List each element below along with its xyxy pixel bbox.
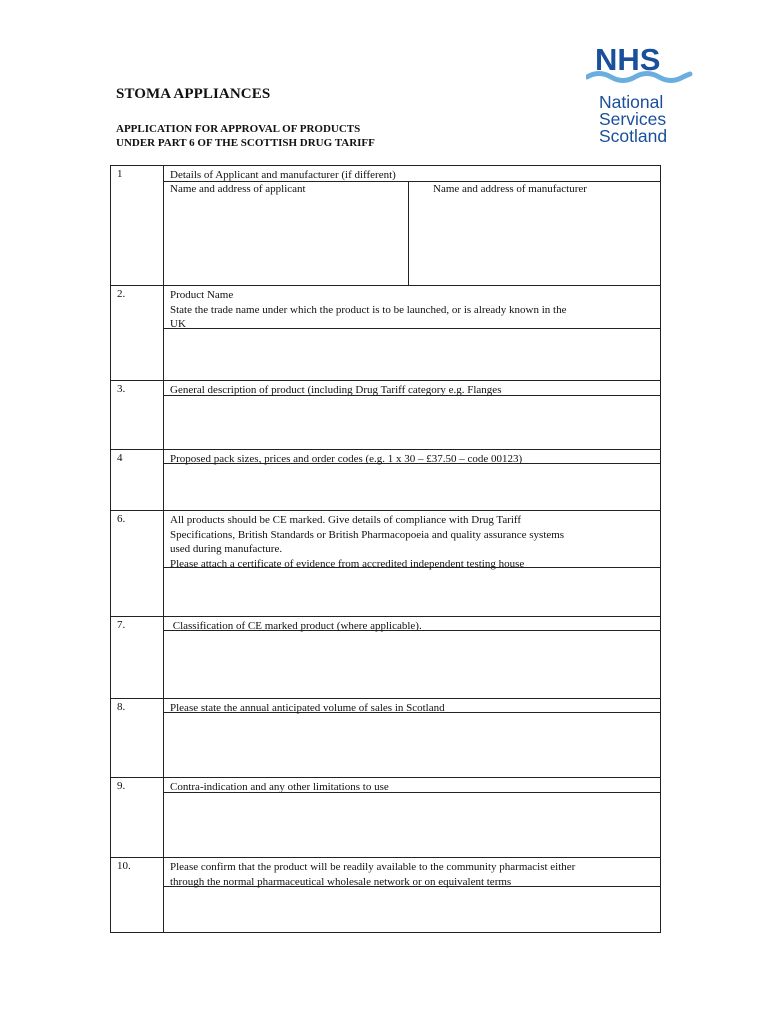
row-number-cell — [111, 511, 164, 616]
manufacturer-label: Name and address of manufacturer — [433, 183, 587, 195]
applicant-answer-field[interactable] — [165, 198, 407, 284]
ce-compliance-answer-field[interactable] — [165, 568, 660, 615]
form-row-4 — [111, 450, 660, 510]
logo-line-national: National — [599, 92, 664, 112]
row-number: 9. — [117, 780, 126, 792]
question-line: through the normal pharmaceutical wholesale network or on equivalent terms — [170, 875, 512, 888]
logo-wave — [587, 74, 690, 81]
pack-sizes-answer-field[interactable] — [165, 464, 660, 509]
question-line: State the trade name under which the product is to be launched, or is already known in the — [170, 303, 567, 316]
question-line: All products should be CE marked. Give details of compliance with Drug Tariff — [170, 514, 522, 526]
form-row-10 — [111, 858, 660, 932]
nhs-logo — [586, 42, 696, 152]
applicant-label: Name and address of applicant — [170, 183, 306, 195]
form-row-7 — [111, 617, 660, 698]
nhs-logo-graphic — [586, 42, 696, 152]
application-form-table — [110, 165, 661, 933]
question-line: Contra-indication and any other limitations to use — [170, 781, 389, 793]
availability-answer-field[interactable] — [165, 887, 660, 931]
row-number: 10. — [117, 860, 131, 872]
question-line: Details of Applicant and manufacturer (if different) — [170, 169, 396, 181]
row-number-cell — [111, 778, 164, 857]
row-number-cell — [111, 381, 164, 449]
manufacturer-answer-field[interactable] — [409, 198, 660, 284]
row-number-cell — [111, 699, 164, 777]
form-row-2 — [111, 286, 660, 380]
form-row-8 — [111, 699, 660, 777]
sales-volume-answer-field[interactable] — [165, 713, 660, 776]
row-number: 4 — [117, 452, 123, 464]
form-row-1 — [111, 166, 660, 285]
logo-nhs-text: NHS — [595, 42, 661, 77]
row-number: 3. — [117, 383, 126, 395]
row-number-cell — [111, 858, 164, 932]
description-answer-field[interactable] — [165, 396, 660, 448]
row-number: 2. — [117, 288, 126, 300]
row-number: 7. — [117, 619, 126, 631]
divider — [164, 181, 660, 182]
subtitle-line-2: UNDER PART 6 OF THE SCOTTISH DRUG TARIFF — [116, 137, 375, 149]
question-text — [170, 288, 652, 332]
question-line: Proposed pack sizes, prices and order codes (e.g. 1 x 30 – £37.50 – code 00123) — [170, 453, 523, 465]
form-row-9 — [111, 778, 660, 857]
form-row-6 — [111, 511, 660, 616]
logo-line-services: Services — [599, 109, 667, 129]
question-line: Specifications, British Standards or British Pharmacopoeia and quality assurance systems — [170, 528, 565, 541]
page-title: STOMA APPLIANCES — [116, 86, 271, 102]
question-line: used during manufacture. — [170, 543, 283, 555]
row-number: 8. — [117, 701, 126, 713]
row-number-cell — [111, 166, 164, 285]
row-number: 1 — [117, 168, 123, 180]
logo-line-scotland: Scotland — [599, 126, 668, 146]
question-text — [170, 513, 652, 571]
question-line: Please attach a certificate of evidence from accredited independent testing house — [170, 557, 525, 570]
question-line: Please state the annual anticipated volume of sales in Scotland — [170, 702, 445, 714]
contra-indication-answer-field[interactable] — [165, 793, 660, 856]
question-line: Classification of CE marked product (where applicable). — [170, 620, 422, 632]
page-subtitle — [116, 122, 375, 150]
form-row-3 — [111, 381, 660, 449]
question-line: Please confirm that the product will be readily available to the community pharmacist either — [170, 861, 576, 873]
ce-classification-answer-field[interactable] — [165, 631, 660, 697]
product-name-answer-field[interactable] — [165, 329, 660, 379]
row-number: 6. — [117, 513, 126, 525]
row-number-cell — [111, 450, 164, 510]
question-text — [170, 860, 652, 889]
subtitle-line-1: APPLICATION FOR APPROVAL OF PRODUCTS — [116, 123, 361, 135]
row-number-cell — [111, 286, 164, 380]
row-number-cell — [111, 617, 164, 698]
question-line: UK — [170, 318, 186, 330]
question-line: Product Name — [170, 289, 234, 301]
question-line: General description of product (including Drug Tariff category e.g. Flanges — [170, 384, 502, 396]
